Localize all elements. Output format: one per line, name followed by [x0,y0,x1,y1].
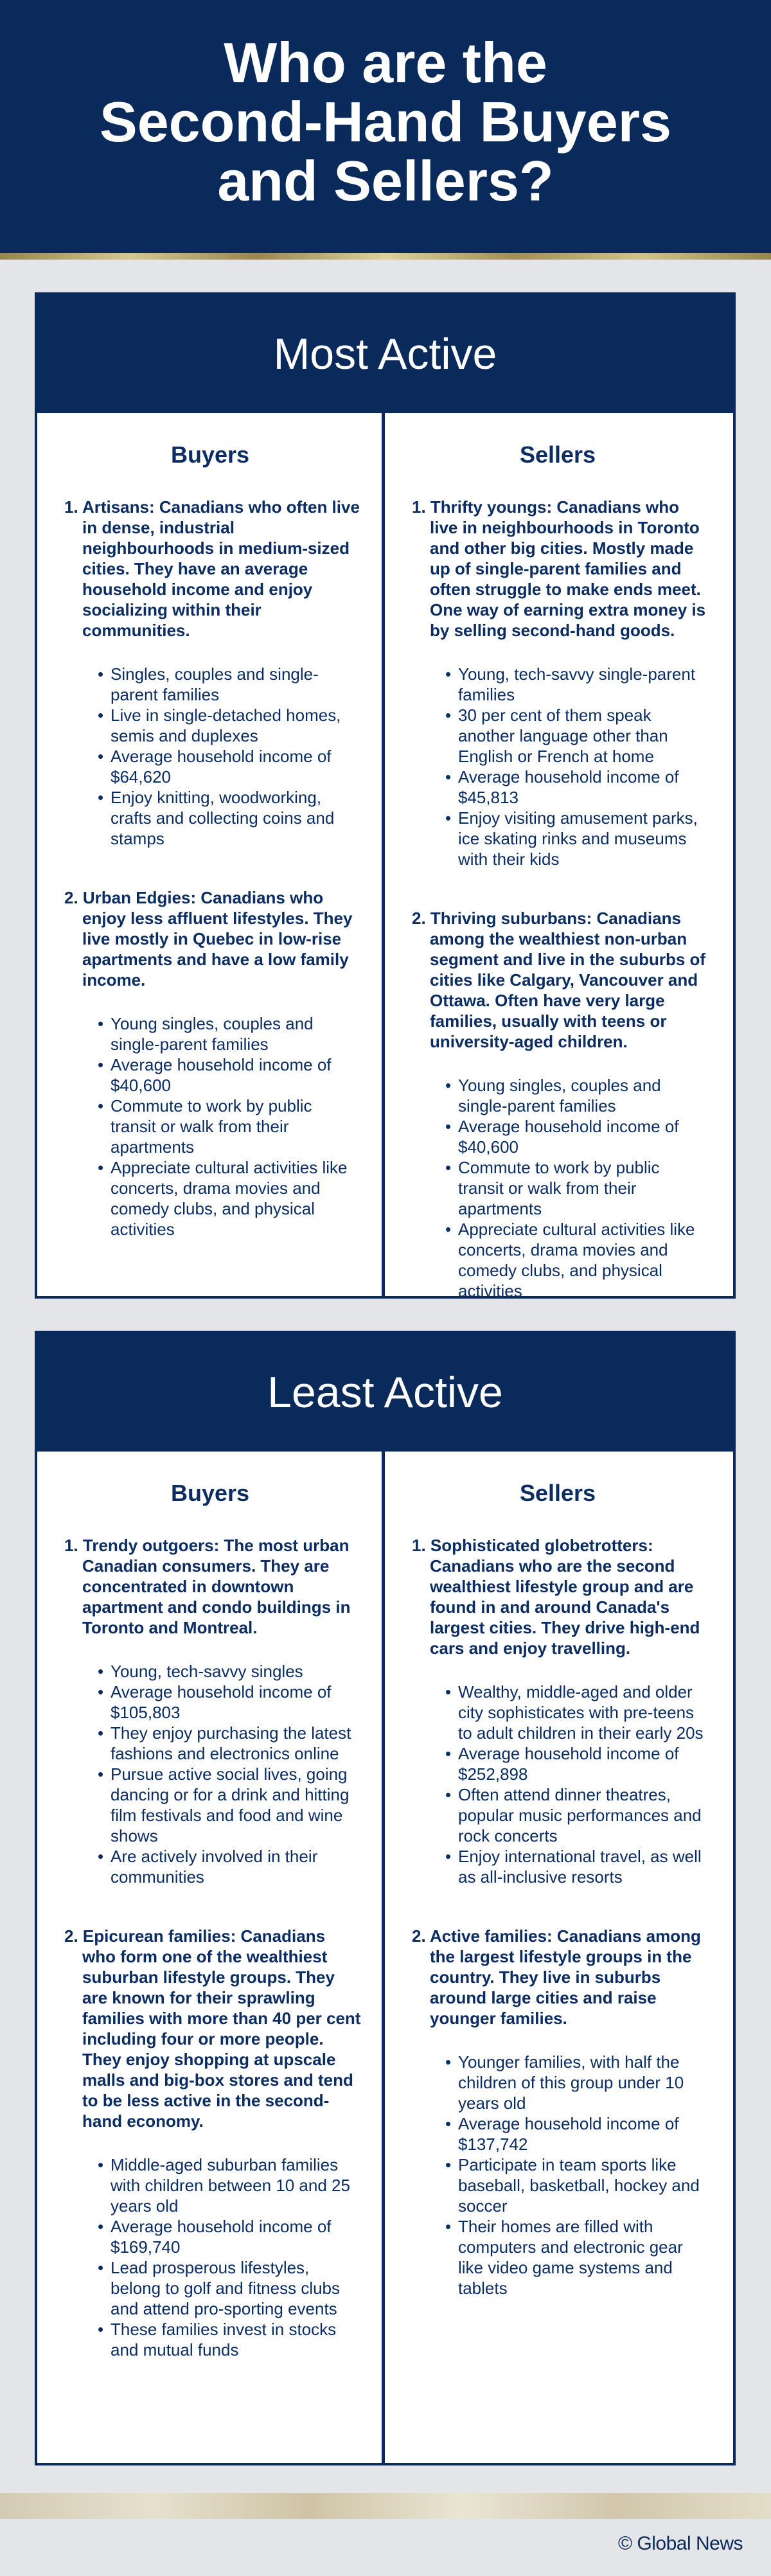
bullet-item [98,1682,361,1723]
bullet-text: Average household income of $45,813 [458,767,679,807]
bullet-dot-icon: • [445,1847,452,1866]
gold-divider-top [0,253,771,260]
bullet-text: Participate in team sports like baseball, basketball, hockey and soccer [458,2155,700,2216]
bullet-item [445,1157,709,1219]
bullet-text: Enjoy visiting amusement parks, ice skating rinks and museums with their kids [458,808,698,869]
bullet-item [98,2216,361,2257]
bullet-text: Middle-aged suburban families with children between 10 and 25 years old [111,2155,350,2216]
bullet-item [98,1096,361,1157]
bullet-text: Average household income of $64,620 [111,747,332,786]
bullet-text: These families invest in stocks and mutual funds [111,2320,337,2359]
bullet-item [445,2154,709,2216]
list-item [407,497,709,869]
bullet-item [98,2319,361,2360]
bullet-item [98,1764,361,1846]
bullet-text: Young, tech-savvy singles [111,1662,303,1681]
bullet-dot-icon: • [98,1096,104,1115]
bullet-dot-icon: • [98,2258,104,2277]
bullet-item [445,1682,709,1743]
bullet-item [445,808,709,869]
bullet-text: Enjoy knitting, woodworking, crafts and collecting coins and stamps [111,788,335,848]
bullet-item [445,1846,709,1887]
column-divider [382,413,385,1296]
bullet-dot-icon: • [98,1014,104,1033]
bullet-dot-icon: • [98,1847,104,1866]
entry-lead: 2. Epicurean families: Canadians who form one of the wealthiest suburban lifestyle groups. They are known for their sprawling families with more than 40 per cent including four or more people. They enjoy shopping at upscale malls and big-box stores and tend to be less active in the second-hand economy. [64,1926,361,2131]
bullet-text: Wealthy, middle-aged and older city sophisticates with pre-teens to adult children in their early 20s [458,1682,704,1743]
bullet-text: Young, tech-savvy single-parent families [458,664,696,704]
sellers-heading: Sellers [519,1480,596,1506]
bullet-dot-icon: • [445,1785,452,1804]
least-active-panel [35,1331,736,2465]
entry-lead: 2. Active families: Canadians among the largest lifestyle groups in the country. They live in suburbs around large cities and raise younger families. [412,1926,701,2028]
bullet-dot-icon: • [98,1723,104,1743]
bullet-item [445,664,709,705]
bullet-item [98,1054,361,1096]
list-item [59,1926,361,2360]
source-credit: © Global News [617,2533,743,2554]
bullet-dot-icon: • [98,664,104,684]
bullet-dot-icon: • [445,706,452,725]
bullet-item [445,1075,709,1116]
bullet-item [98,787,361,849]
entry-lead: 2. Urban Edgies: Canadians who enjoy less affluent lifestyles. They live mostly in Quebec in low-rise apartments and have a low family income. [64,888,353,990]
bullet-text: 30 per cent of them speak another language other than English or French at home [458,706,668,766]
bullet-dot-icon: • [98,706,104,725]
least-active-sellers-column [407,1452,709,2337]
bullet-dot-icon: • [98,1055,104,1074]
bullet-dot-icon: • [98,1662,104,1681]
bullet-dot-icon: • [445,1744,452,1763]
list-item [407,908,709,1301]
bullet-dot-icon: • [445,1220,452,1239]
bullet-text: Average household income of $252,898 [458,1744,679,1784]
bullet-text: Are actively involved in their communities [111,1847,318,1887]
entry-lead: 1. Trendy outgoers: The most urban Canadian consumers. They are concentrated in downtown apartment and condo buildings in Toronto and Montreal. [64,1536,351,1637]
bullet-text: Average household income of $40,600 [111,1055,332,1095]
bullet-text: Average household income of $137,742 [458,2114,679,2154]
most-active-sellers-column [407,413,709,1340]
bullet-dot-icon: • [98,1764,104,1784]
bullet-text: Singles, couples and single-parent families [111,664,319,704]
bullet-dot-icon: • [445,767,452,786]
bullet-dot-icon: • [445,2052,452,2072]
bullet-item [98,1846,361,1887]
bullet-dot-icon: • [445,808,452,828]
bullet-dot-icon: • [98,2217,104,2236]
bullet-dot-icon: • [445,2217,452,2236]
bullet-text: Live in single-detached homes, semis and duplexes [111,706,341,745]
bullet-text: Appreciate cultural activities like concerts, drama movies and comedy clubs, and physical activities [458,1220,695,1301]
list-item [407,1926,709,2298]
bullet-text: Young singles, couples and single-parent families [458,1076,661,1115]
bullet-text: Lead prosperous lifestyles, belong to golf and fitness clubs and attend pro-sporting events [111,2258,341,2318]
bullet-item [445,1219,709,1301]
buyers-heading: Buyers [170,441,250,468]
bullet-text: Commute to work by public transit or walk from their apartments [111,1096,312,1157]
title-line-1: Who are the [224,31,547,94]
bullet-dot-icon: • [98,1682,104,1701]
bullet-text: Their homes are filled with computers and electronic gear like video game systems and tablets [458,2217,683,2298]
least-active-buyers-column [59,1452,361,2399]
bullet-text: Average household income of $105,803 [111,1682,332,1722]
bullet-dot-icon: • [98,788,104,807]
least-active-title: Least Active [37,1333,733,1452]
bullet-dot-icon: • [445,1158,452,1177]
bullet-item [98,746,361,787]
entry-lead: 1. Sophisticated globetrotters: Canadians who are the second wealthiest lifestyle group and are found in and around Canada's largest cities. They drive high-end cars and enjoy travelling. [412,1536,700,1658]
bullet-item [445,705,709,767]
list-item [407,1535,709,1887]
sellers-heading: Sellers [519,441,596,468]
list-item [59,1535,361,1887]
most-active-panel [35,292,736,1299]
bullet-text: Commute to work by public transit or walk from their apartments [458,1158,660,1218]
title-line-2: Second-Hand Buyers [100,90,671,154]
bullet-dot-icon: • [98,2320,104,2339]
bullet-item [445,1743,709,1784]
bullet-dot-icon: • [445,1076,452,1095]
bullet-text: Average household income of $169,740 [111,2217,332,2257]
bullet-text: Young singles, couples and single-parent families [111,1014,314,1054]
bullet-item [98,2257,361,2319]
entry-lead: 1. Thrifty youngs: Canadians who live in neighbourhoods in Toronto and other big cities. Mostly made up of single-parent families and often struggle to make ends meet. One way of earning extra money is by selling second-hand goods. [412,497,706,640]
most-active-buyers-column [59,413,361,1278]
bullet-dot-icon: • [445,2114,452,2133]
bullet-text: Appreciate cultural activities like concerts, drama movies and comedy clubs, and physical activities [111,1158,348,1239]
bullet-dot-icon: • [445,1117,452,1136]
bullet-item [445,2216,709,2298]
bullet-item [445,767,709,808]
bullet-text: They enjoy purchasing the latest fashions and electronics online [111,1723,351,1763]
gold-divider-bottom [0,2493,771,2519]
bullet-dot-icon: • [445,664,452,684]
bullet-item [98,1013,361,1054]
bullet-dot-icon: • [445,1682,452,1701]
bullet-item [98,664,361,705]
bullet-dot-icon: • [98,2155,104,2174]
bullet-item [98,2154,361,2216]
header-banner [0,0,771,253]
entry-lead: 1. Artisans: Canadians who often live in dense, industrial neighbourhoods in medium-sized cities. They have an average household income and enjoy socializing within their communities. [64,497,360,640]
bullet-item [98,1661,361,1682]
list-item [59,887,361,1239]
bullet-item [98,1157,361,1239]
bullet-text: Often attend dinner theatres, popular music performances and rock concerts [458,1785,702,1845]
bullet-item [445,2113,709,2154]
bullet-dot-icon: • [445,2155,452,2174]
bullet-text: Pursue active social lives, going dancing or for a drink and hitting film festivals and food and wine shows [111,1764,350,1845]
page-title [0,33,771,211]
buyers-heading: Buyers [170,1480,250,1506]
entry-lead: 2. Thriving suburbans: Canadians among the wealthiest non-urban segment and live in the suburbs of cities like Calgary, Vancouver and Ottawa. Often have very large families, usually with teens or university-aged children. [412,909,706,1051]
bullet-dot-icon: • [98,747,104,766]
bullet-item [445,1784,709,1846]
bullet-item [98,705,361,746]
most-active-title: Most Active [37,295,733,413]
bullet-item [98,1723,361,1764]
bullet-text: Younger families, with half the children of this group under 10 years old [458,2052,684,2113]
bullet-text: Enjoy international travel, as well as all-inclusive resorts [458,1847,702,1887]
bullet-item [445,1116,709,1157]
column-divider [382,1452,385,2463]
bullet-dot-icon: • [98,1158,104,1177]
title-line-3: and Sellers? [217,149,554,213]
list-item [59,497,361,849]
bullet-item [445,2052,709,2113]
bullet-text: Average household income of $40,600 [458,1117,679,1157]
